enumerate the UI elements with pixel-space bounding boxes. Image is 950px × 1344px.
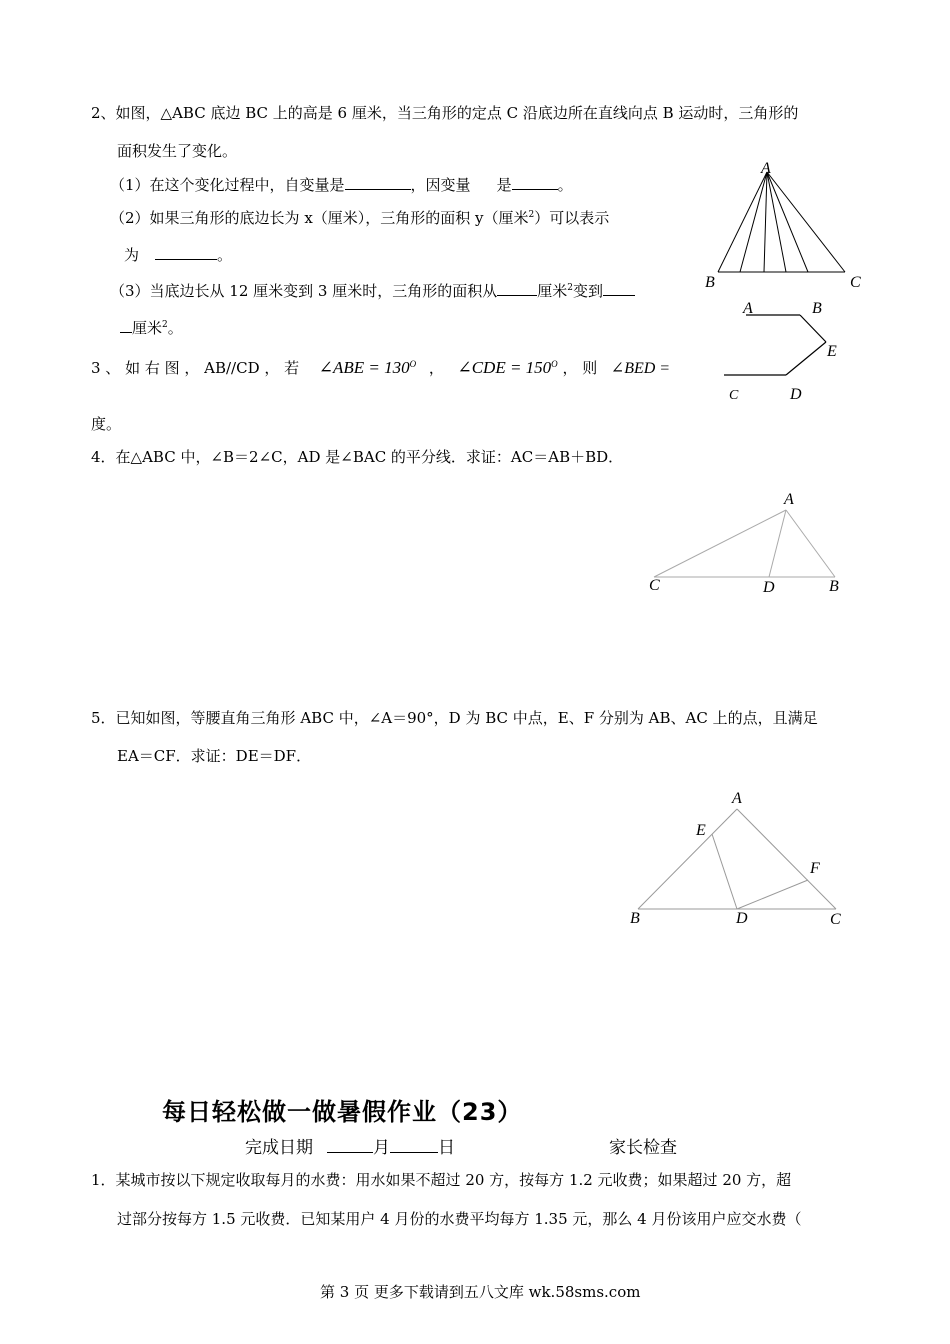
q3-label-c: C (729, 388, 739, 403)
q3-deg1: O (409, 359, 417, 369)
q5-line1: 5．已知如图，等腰直角三角形 ABC 中，∠A＝90°，D 为 BC 中点，E、F 分别为 AB、AC 上的点，且满足 (91, 709, 818, 727)
q5-label-f: F (810, 860, 820, 877)
q2-label-c: C (850, 274, 861, 291)
q3-label-a: A (743, 300, 753, 317)
q2-part2-text-c: 为 (124, 246, 140, 264)
q2-label-b: B (705, 274, 715, 291)
q2-line2: 面积发生了变化。 (117, 142, 238, 160)
q2-part3-text: （3）当底边长从 12 厘米变到 3 厘米时，三角形的面积从 (110, 282, 498, 300)
parent-check: 家长检查 (609, 1138, 677, 1158)
q2-part2-cont (124, 244, 232, 265)
q2-triangle-figure (700, 160, 870, 300)
q2-blank-area-from[interactable] (497, 281, 537, 296)
q3-sep: ， (428, 359, 444, 377)
date-label: 完成日期 (245, 1138, 313, 1158)
q3-label-d: D (790, 386, 802, 403)
q3-deg2: O (551, 359, 558, 369)
q2-part3-sup: 2 (567, 283, 573, 293)
q4-label-d: D (763, 579, 775, 596)
q3-angle-abe: ∠ABE = 130 (318, 358, 410, 377)
q3-angle-cde: ∠CDE = 150 (457, 358, 552, 377)
q2-part3-text-e: 。 (167, 319, 183, 337)
q2-part1-text-b: ，因变量 (410, 176, 471, 194)
day-label: 日 (438, 1138, 455, 1158)
q3-then: ， 则 (562, 359, 598, 377)
q2-line1: 2、如图，△ABC 底边 BC 上的高是 6 厘米，当三角形的定点 C 沿底边所在直线向点 B 运动时，三角形的 (91, 104, 799, 122)
completion-date (245, 1133, 455, 1158)
q3-line (91, 357, 670, 378)
q2-blank-expression[interactable] (155, 245, 217, 260)
q4-triangle-figure (640, 490, 850, 600)
q3-label-e: E (827, 343, 837, 360)
q2-part3-text-b: 厘米 (537, 282, 568, 300)
q2-part2 (110, 207, 609, 228)
q5-label-c: C (830, 911, 841, 928)
q2-part1-text: （1）在这个变化过程中，自变量是 (110, 176, 345, 194)
q2-blank-area-to[interactable] (603, 281, 635, 296)
q4-label-a: A (784, 491, 794, 508)
section-title: 每日轻松做一做暑假作业（23） (162, 1098, 523, 1126)
q2-part2-text-d: 。 (217, 246, 233, 264)
q4-label-c: C (649, 577, 660, 594)
q4-text: 4．在△ABC 中，∠B＝2∠C，AD 是∠BAC 的平分线．求证：AC＝AB＋BD． (91, 448, 624, 466)
q5-label-e: E (696, 822, 706, 839)
q2-blank-independent[interactable] (345, 175, 411, 190)
q2-part2-sup: 2 (528, 210, 535, 220)
q2-part2-text-b: ）可以表示 (534, 209, 610, 227)
month-blank[interactable] (327, 1137, 373, 1153)
q2-part1-text-d: 。 (557, 176, 573, 194)
q2-part3-sup2: 2 (162, 320, 168, 330)
q1-line1: 1．某城市按以下规定收取每月的水费：用水如果不超过 20 方，按每方 1.2 元收费；如果超过 20 方，超 (91, 1171, 792, 1189)
q2-blank-area-to-cont[interactable] (120, 318, 132, 333)
q3-angle-bed: ∠BED = (610, 360, 671, 377)
q5-line2: EA＝CF．求证：DE＝DF． (117, 747, 312, 765)
q5-label-d: D (736, 910, 748, 927)
q2-blank-dependent[interactable] (512, 175, 558, 190)
q5-label-b: B (630, 910, 640, 927)
q1-line2: 过部分按每方 1.5 元收费．已知某用户 4 月份的水费平均每方 1.35 元，那么 4 月份该用户应交水费（ (117, 1210, 802, 1228)
q2-part1-text-c: 是 (496, 176, 512, 194)
q2-label-a: A (761, 160, 771, 177)
page-footer: 第 3 页 更多下载请到五八文库 wk.58sms.com (320, 1283, 641, 1301)
q3-label-b: B (812, 300, 822, 317)
q3-unit: 度。 (91, 415, 122, 433)
q4-label-b: B (829, 578, 839, 595)
day-blank[interactable] (390, 1137, 438, 1153)
q2-part1 (110, 174, 573, 195)
q2-part2-text: （2）如果三角形的底边长为 x（厘米），三角形的面积 y（厘米 (110, 209, 529, 227)
q3-prefix: 3 、 如 右 图 ， AB//CD ， 若 (91, 359, 300, 377)
month-label: 月 (373, 1138, 390, 1158)
q2-part3 (110, 280, 635, 301)
q2-part3-text-d: 厘米 (132, 319, 163, 337)
q5-label-a: A (732, 790, 742, 807)
q2-part3-cont (120, 317, 183, 338)
q2-part3-text-c: 变到 (573, 282, 604, 300)
